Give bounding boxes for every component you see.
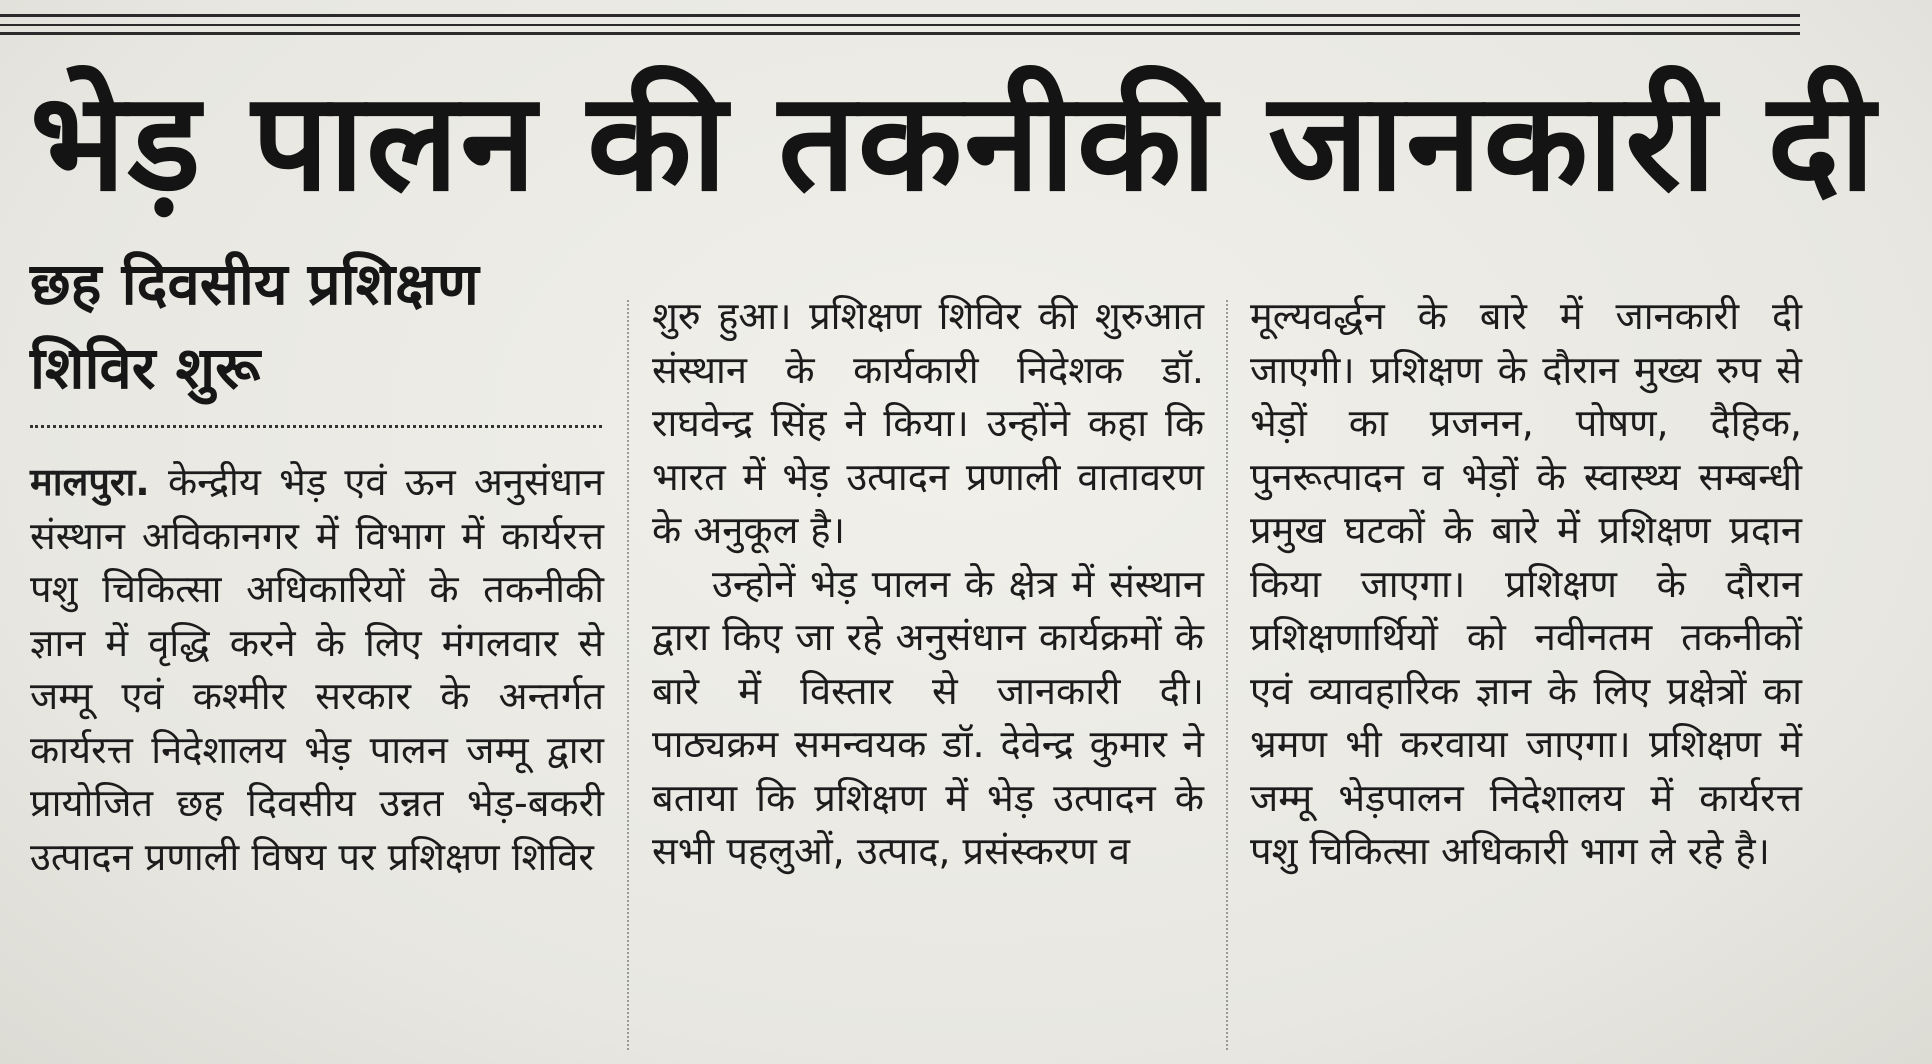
top-rule: [0, 24, 1800, 26]
dotted-divider: [30, 425, 602, 428]
top-rule: [0, 32, 1800, 35]
column-2-paragraph-1: शुरु हुआ। प्रशिक्षण शिविर की शुरुआत संस्थान के कार्यकारी निदेशक डॉ. राघवेन्द्र सिंह ने किया। उन्होंने कहा कि भारत में भेड़ उत्पादन प्रणाली वातावरण के अनुकूल है।: [652, 294, 1204, 552]
column-2-paragraph-2: उन्होनें भेड़ पालन के क्षेत्र में संस्थान द्वारा किए जा रहे अनुसंधान कार्यक्रमों के बारे में विस्तार से जानकारी दी। पाठ्यक्रम समन्वयक डॉ. देवेन्द्र कुमार ने बताया कि प्रशिक्षण में भेड़ उत्पादन के सभी पहलुओं, उत्पाद, प्रसंस्करण व: [652, 561, 1204, 873]
article-column-1: [30, 456, 604, 884]
top-rule: [0, 14, 1800, 17]
dateline: मालपुरा.: [30, 460, 150, 504]
column-3-paragraph: मूल्यवर्द्धन के बारे में जानकारी दी जाएगी। प्रशिक्षण के दौरान मुख्य रुप से भेड़ों का प्रजनन, पोषण, दैहिक, पुनरूत्पादन व भेड़ों के स्वास्थ्य सम्बन्धी प्रमुख घटकों के बारे में प्रशिक्षण प्रदान किया जाएगा। प्रशिक्षण के दौरान प्रशिक्षणार्थियों को नवीनतम तकनीकों एवं व्यावहारिक ज्ञान के लिए प्रक्षेत्रों का भ्रमण भी करवाया जाएगा। प्रशिक्षण में जम्मू भेड़पालन निदेशालय में कार्यरत्त पशु चिकित्सा अधिकारी भाग ले रहे है।: [1250, 294, 1802, 873]
column-1-paragraph: [30, 456, 604, 884]
column-separator: [1226, 300, 1228, 1050]
article-column-3: [1250, 290, 1802, 879]
column-separator: [627, 300, 629, 1050]
subheadline: छह दिवसीय प्रशिक्षण शिविर शुरू: [30, 250, 479, 402]
headline: भेड़ पालन की तकनीकी जानकारी दी: [30, 64, 1877, 222]
column-1-text: केन्द्रीय भेड़ एवं ऊन अनुसंधान संस्थान अविकानगर में विभाग में कार्यरत्त पशु चिकित्सा अधिकारियों के तकनीकी ज्ञान में वृद्धि करने के लिए मंगलवार से जम्मू एवं कश्मीर सरकार के अन्तर्गत कार्यरत्त निदेशालय भेड़ पालन जम्मू द्वारा प्रायोजित छह दिवसीय उन्नत भेड़-बकरी उत्पादन प्रणाली विषय पर प्रशिक्षण शिविर: [30, 460, 604, 879]
article-column-2: [652, 290, 1204, 879]
